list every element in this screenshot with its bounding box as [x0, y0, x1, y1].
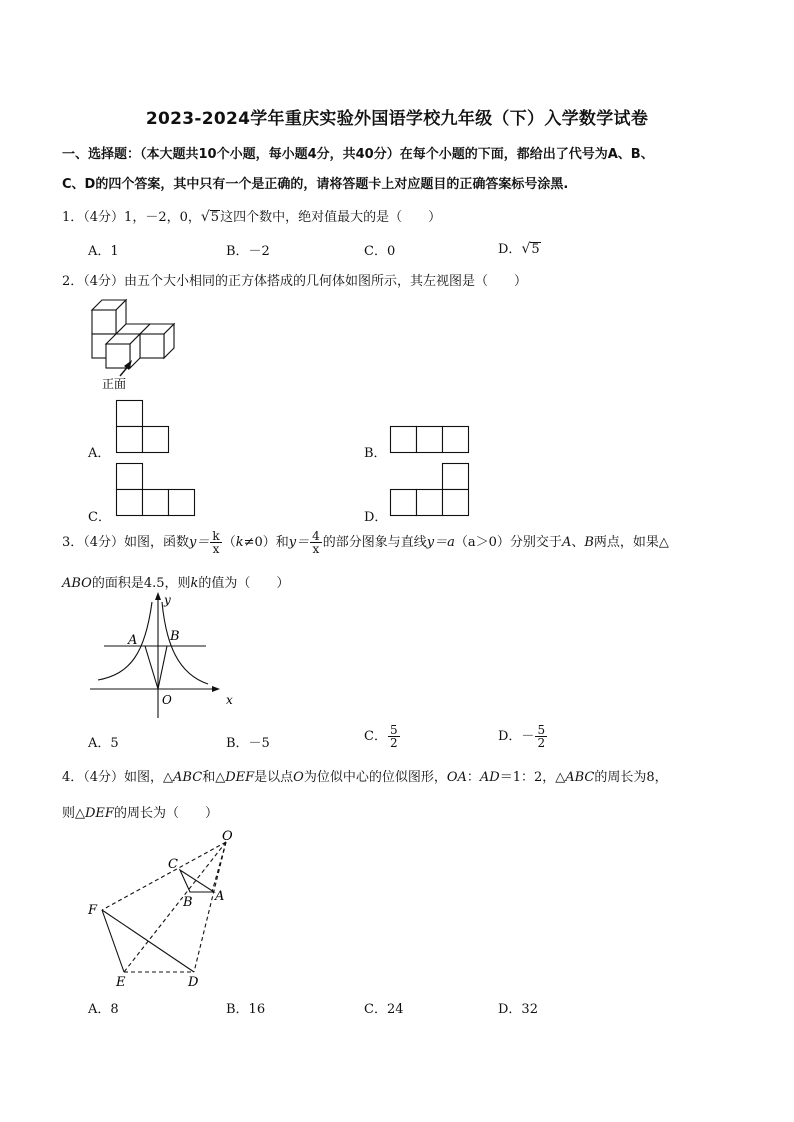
- q2-option-b-figure: [390, 426, 472, 456]
- question-4-stem-line-1: 4．（4分）如图，△ABC和△DEF是以点O为位似中心的位似图形，OA：AD＝1：2，△ABC的周长为8，: [62, 770, 668, 785]
- q2-option-a[interactable]: A．: [88, 446, 111, 461]
- svg-text:x: x: [226, 693, 233, 707]
- q4-similar-triangles-figure: [86, 830, 246, 988]
- q1-option-c[interactable]: C．0: [364, 244, 396, 259]
- q4-option-a[interactable]: A．8: [88, 1002, 119, 1017]
- page-title: 2023-2024学年重庆实验外国语学校九年级（下）入学数学试卷: [145, 109, 649, 129]
- question-2-stem: 2．（4分）由五个大小相同的正方体搭成的几何体如图所示，其左视图是（ ）: [62, 274, 528, 289]
- svg-text:D: D: [188, 975, 199, 990]
- svg-text:B: B: [170, 629, 180, 644]
- question-3-stem-line-2: ABO的面积是4.5，则k的值为（ ）: [62, 576, 290, 591]
- svg-text:E: E: [116, 975, 126, 990]
- q3-graph-figure: [90, 594, 240, 724]
- q2-option-d[interactable]: D．: [364, 510, 388, 525]
- q1-option-a[interactable]: A．1: [88, 244, 119, 259]
- q2-option-c[interactable]: C．: [88, 510, 111, 525]
- svg-text:C: C: [168, 857, 178, 872]
- svg-text:O: O: [222, 829, 233, 844]
- q4-option-c[interactable]: C．24: [364, 1002, 404, 1017]
- svg-text:B: B: [183, 895, 193, 910]
- q2-option-c-figure: [116, 463, 198, 519]
- svg-text:A: A: [128, 633, 138, 648]
- section-instruction-line-2: C、D的四个答案，其中只有一个是正确的，请将答题卡上对应题目的正确答案标号涂黑.: [62, 177, 569, 192]
- section-instruction-line-1: 一、选择题：（本大题共10个小题，每小题4分，共40分）在每个小题的下面，都给出了代号为A、B、: [62, 147, 654, 162]
- question-4-stem-line-2: 则△DEF的周长为（ ）: [62, 806, 218, 821]
- q3-option-a[interactable]: A．5: [88, 736, 119, 751]
- q3-option-c[interactable]: C． $\frac{5}{2}$: [364, 723, 398, 750]
- q2-option-d-figure: [390, 463, 472, 519]
- fraction-4-over-x: $\frac{4}{x}$: [312, 529, 320, 556]
- q2-front-label: 正面: [102, 377, 127, 391]
- q2-option-a-figure: [116, 400, 176, 456]
- q4-option-d[interactable]: D．32: [498, 1002, 538, 1017]
- svg-text:F: F: [88, 903, 98, 918]
- q1-option-b[interactable]: B．－2: [226, 244, 270, 259]
- fraction-k-over-x: $\frac{k}{x}$: [212, 529, 220, 556]
- svg-text:O: O: [162, 693, 172, 707]
- q2-option-b[interactable]: B．: [364, 446, 387, 461]
- question-1-stem: 1．（4分）1，－2，0， √ 5 这四个数中，绝对值最大的是（ ）: [62, 209, 442, 225]
- sqrt-symbol: √ 5: [200, 209, 220, 225]
- q3-option-b[interactable]: B．－5: [226, 736, 270, 751]
- q4-option-b[interactable]: B．16: [226, 1002, 266, 1017]
- q2-solid-figure: [80, 296, 180, 396]
- svg-text:A: A: [215, 889, 225, 904]
- question-3-stem-line-1: 3．（4分）如图，函数y＝ $\frac{k}{x}$ （k≠0）和y＝ $\frac{4}{x}$ 的部分图象与直线y＝a（a＞0）分别交于A、B两点，如果△: [62, 529, 669, 556]
- svg-text:y: y: [164, 593, 171, 607]
- q1-option-d[interactable]: D． √ 5: [498, 241, 540, 257]
- q3-option-d[interactable]: D．－ $\frac{5}{2}$: [498, 723, 546, 750]
